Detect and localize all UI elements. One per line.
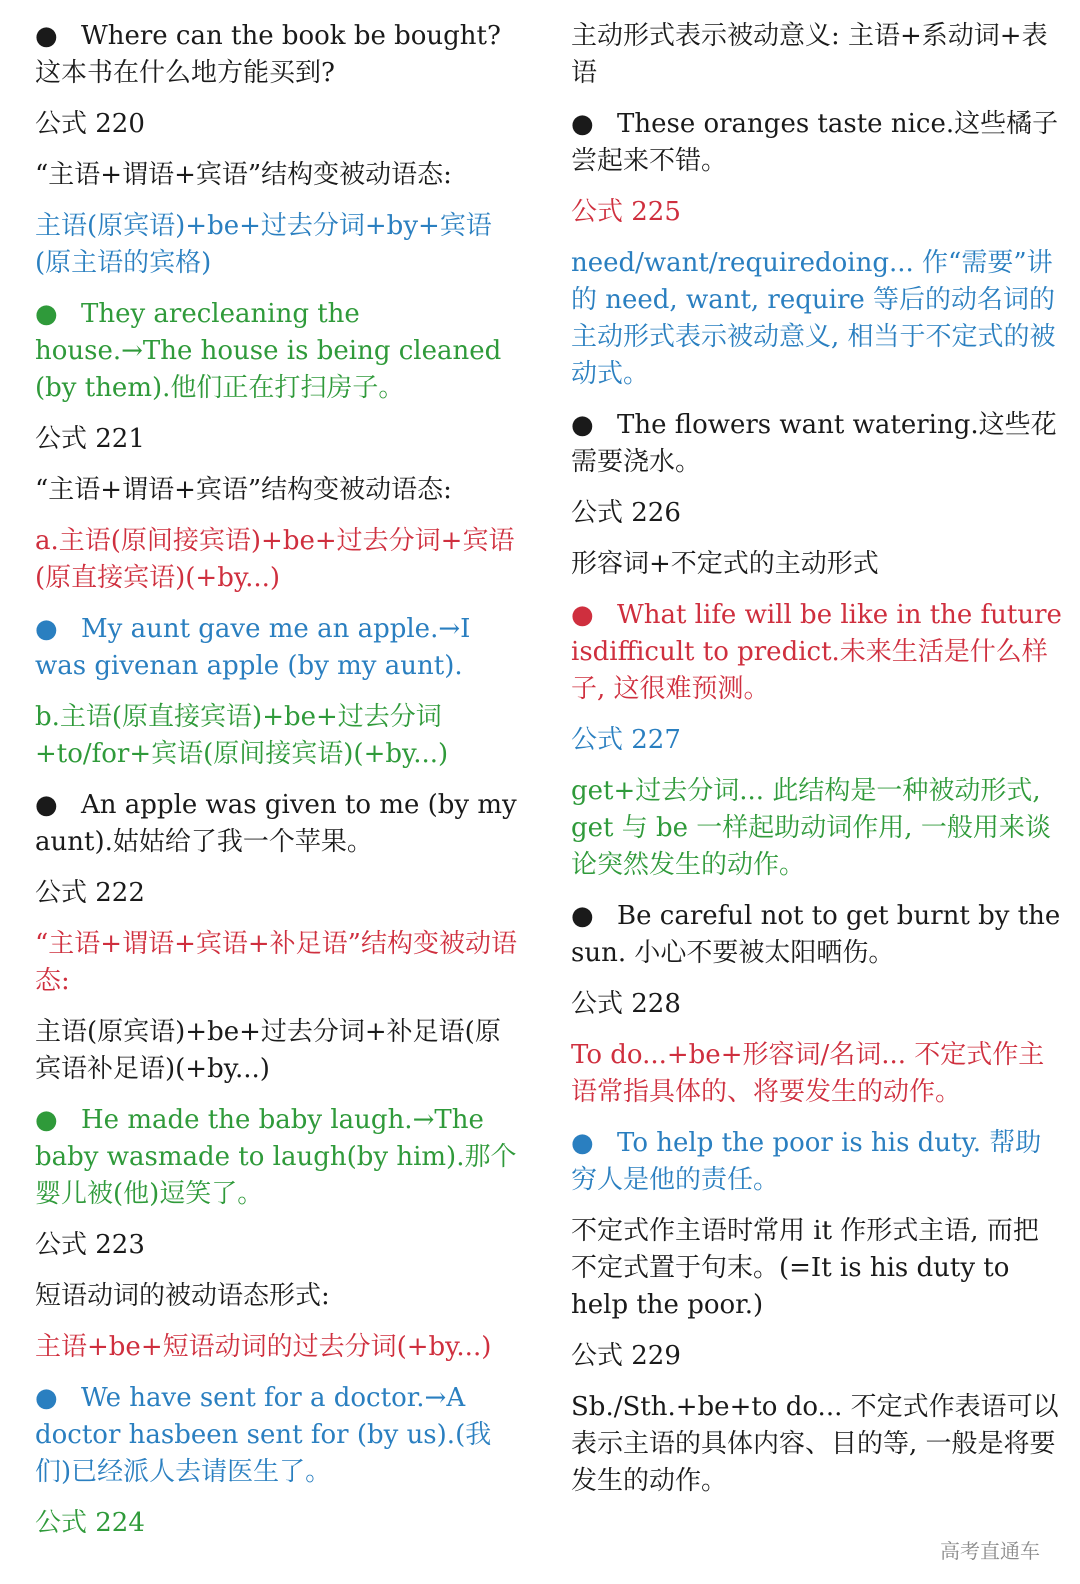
formula-number: 公式 228	[571, 989, 681, 1019]
bullet-icon: ●	[35, 299, 58, 329]
formula-number: 公式 221	[35, 424, 145, 454]
formula-number: 公式 222	[35, 878, 145, 908]
example-sentence	[35, 18, 520, 92]
paragraph: a.主语(原间接宾语)+be+过去分词+宾语(原直接宾语)(+by...)	[35, 526, 515, 593]
paragraph: 主语(原宾语)+be+过去分词+by+宾语(原主语的宾格)	[35, 211, 492, 278]
bullet-icon: ●	[35, 1105, 58, 1135]
example-sentence	[35, 611, 520, 685]
example-sentence	[35, 1380, 520, 1491]
example-sentence	[35, 787, 520, 861]
formula-number: 公式 227	[571, 725, 681, 755]
paragraph: need/want/requiredoing... 作“需要”讲的 need, want, require 等后的动名词的主动形式表示被动意义, 相当于不定式的被动式。	[571, 248, 1056, 389]
formula-number: 公式 220	[35, 109, 145, 139]
bullet-icon: ●	[571, 600, 594, 630]
paragraph: “主语+谓语+宾语”结构变被动语态:	[35, 160, 452, 190]
example-text: These oranges taste nice.这些橘子尝起来不错。	[571, 109, 1059, 176]
paragraph: 不定式作主语时常用 it 作形式主语, 而把不定式置于句末。(=It is his duty to help the poor.)	[571, 1216, 1039, 1320]
example-text: To help the poor is his duty. 帮助穷人是他的责任。	[571, 1128, 1042, 1195]
formula-number: 公式 224	[35, 1508, 145, 1538]
example-text: Be careful not to get burnt by the sun. 小心不要被太阳晒伤。	[571, 901, 1061, 968]
paragraph: Sb./Sth.+be+to do... 不定式作表语可以表示主语的具体内容、目的等, 一般是将要发生的动作。	[571, 1392, 1059, 1496]
bullet-icon: ●	[35, 21, 58, 51]
paragraph: get+过去分词... 此结构是一种被动形式, get 与 be 一样起助动词作用, 一般用来谈论突然发生的动作。	[571, 776, 1051, 880]
paragraph: 主语+be+短语动词的过去分词(+by...)	[35, 1332, 492, 1362]
example-text: An apple was given to me (by my aunt).姑姑给了我一个苹果。	[35, 790, 517, 857]
example-sentence	[571, 106, 1063, 180]
paragraph: b.主语(原直接宾语)+be+过去分词+to/for+宾语(原间接宾语)(+by...)	[35, 702, 449, 769]
example-sentence	[571, 898, 1063, 972]
example-sentence	[571, 597, 1063, 708]
formula-number: 公式 223	[35, 1230, 145, 1260]
example-text: My aunt gave me an apple.→I was givenan apple (by my aunt).	[35, 614, 471, 681]
bullet-icon: ●	[571, 109, 594, 139]
example-text: The flowers want watering.这些花需要浇水。	[571, 410, 1057, 477]
right-column	[571, 18, 1063, 1514]
paragraph: To do...+be+形容词/名词... 不定式作主语常指具体的、将要发生的动作。	[571, 1040, 1045, 1107]
example-text: He made the baby laugh.→The baby wasmade to laugh(by him).那个婴儿被(他)逗笑了。	[35, 1105, 517, 1209]
bullet-icon: ●	[35, 614, 58, 644]
paragraph: 短语动词的被动语态形式:	[35, 1281, 330, 1311]
example-text: What life will be like in the future isdifficult to predict.未来生活是什么样子, 这很难预测。	[571, 600, 1062, 704]
bullet-icon: ●	[571, 901, 594, 931]
example-text: We have sent for a doctor.→A doctor hasbeen sent for (by us).(我们)已经派人去请医生了。	[35, 1383, 492, 1487]
bullet-icon: ●	[571, 1128, 594, 1158]
example-sentence	[35, 1102, 520, 1213]
paragraph: “主语+谓语+宾语”结构变被动语态:	[35, 475, 452, 505]
paragraph: 形容词+不定式的主动形式	[571, 549, 879, 579]
example-sentence	[571, 407, 1063, 481]
bullet-icon: ●	[35, 790, 58, 820]
formula-number: 公式 229	[571, 1341, 681, 1371]
example-text: They arecleaning the house.→The house is being cleaned (by them).他们正在打扫房子。	[35, 299, 502, 403]
paragraph: “主语+谓语+宾语+补足语”结构变被动语态:	[35, 929, 517, 996]
paragraph: 主动形式表示被动意义: 主语+系动词+表语	[571, 21, 1048, 88]
example-sentence	[571, 1125, 1063, 1199]
formula-number: 公式 226	[571, 498, 681, 528]
paragraph: 主语(原宾语)+be+过去分词+补足语(原宾语补足语)(+by...)	[35, 1017, 501, 1084]
watermark: 高考直通车	[940, 1539, 1040, 1563]
formula-number: 公式 225	[571, 197, 681, 227]
example-text: Where can the book be bought?这本书在什么地方能买到?	[35, 21, 501, 88]
example-sentence	[35, 296, 520, 407]
bullet-icon: ●	[571, 410, 594, 440]
left-column	[35, 18, 520, 1556]
bullet-icon: ●	[35, 1383, 58, 1413]
